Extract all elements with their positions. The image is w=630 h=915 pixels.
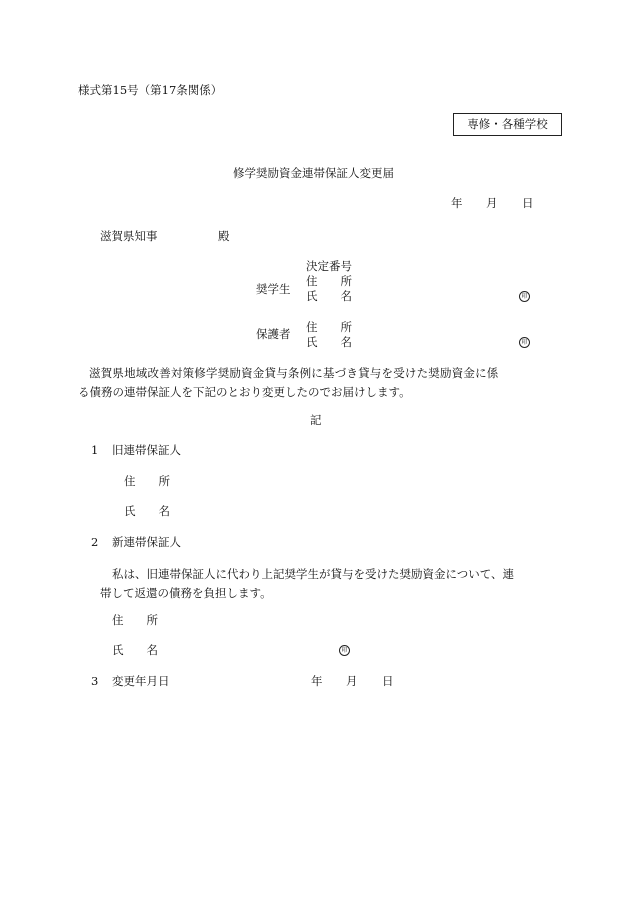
addressee-name: 滋賀県知事 [100,229,158,243]
guardian-seal-icon: 印 [519,337,530,348]
section2-pledge-line-1: 私は、旧連帯保証人に代わり上記奨学生が貸与を受けた奨励資金について、連 [112,567,515,581]
addressee-honorific: 殿 [218,229,230,243]
body-paragraph [78,364,544,402]
change-date-month: 月 [346,674,358,688]
new-guarantor-name-label: 氏 名 [112,643,158,657]
ki-heading: 記 [310,413,322,427]
section2-pledge-line-2: 帯して返還の債務を負担します。 [100,586,272,600]
student-decision-number-label: 決定番号 [306,259,352,273]
body-line-1: 滋賀県地域改善対策修学奨励資金貸与条例に基づき貸与を受けた奨励資金に係 [89,366,499,380]
section3-heading: 変更年月日 [112,674,170,688]
new-guarantor-address-label: 住 所 [112,613,158,627]
guardian-address-label: 住 所 [306,320,352,334]
section1-heading: 旧連帯保証人 [112,443,181,457]
change-date-day: 日 [382,674,394,688]
change-date-year: 年 [311,674,323,688]
student-address-label: 住 所 [306,274,352,288]
new-guarantor-seal-icon: 印 [339,645,350,656]
date-year: 年 [451,196,463,210]
student-name-label: 氏 名 [306,289,352,303]
section2-heading: 新連帯保証人 [112,535,181,549]
section3-number: 3 [91,674,99,688]
date-day: 日 [522,196,534,210]
school-type-label: 専修・各種学校 [467,117,548,131]
section1-number: 1 [91,443,99,457]
guardian-label: 保護者 [256,327,291,341]
body-line-2: る債務の連帯保証人を下記のとおり変更したのでお届けします。 [78,385,411,399]
old-guarantor-name-label: 氏 名 [124,504,170,518]
school-type-box [453,113,562,136]
student-seal-icon: 印 [519,291,530,302]
date-month: 月 [486,196,498,210]
student-label: 奨学生 [256,282,291,296]
section2-pledge [100,565,544,603]
old-guarantor-address-label: 住 所 [124,474,170,488]
form-number: 様式第15号（第17条関係） [78,83,223,97]
guardian-name-label: 氏 名 [306,335,352,349]
document-title: 修学奨励資金連帯保証人変更届 [233,166,394,180]
section2-number: 2 [91,535,99,549]
